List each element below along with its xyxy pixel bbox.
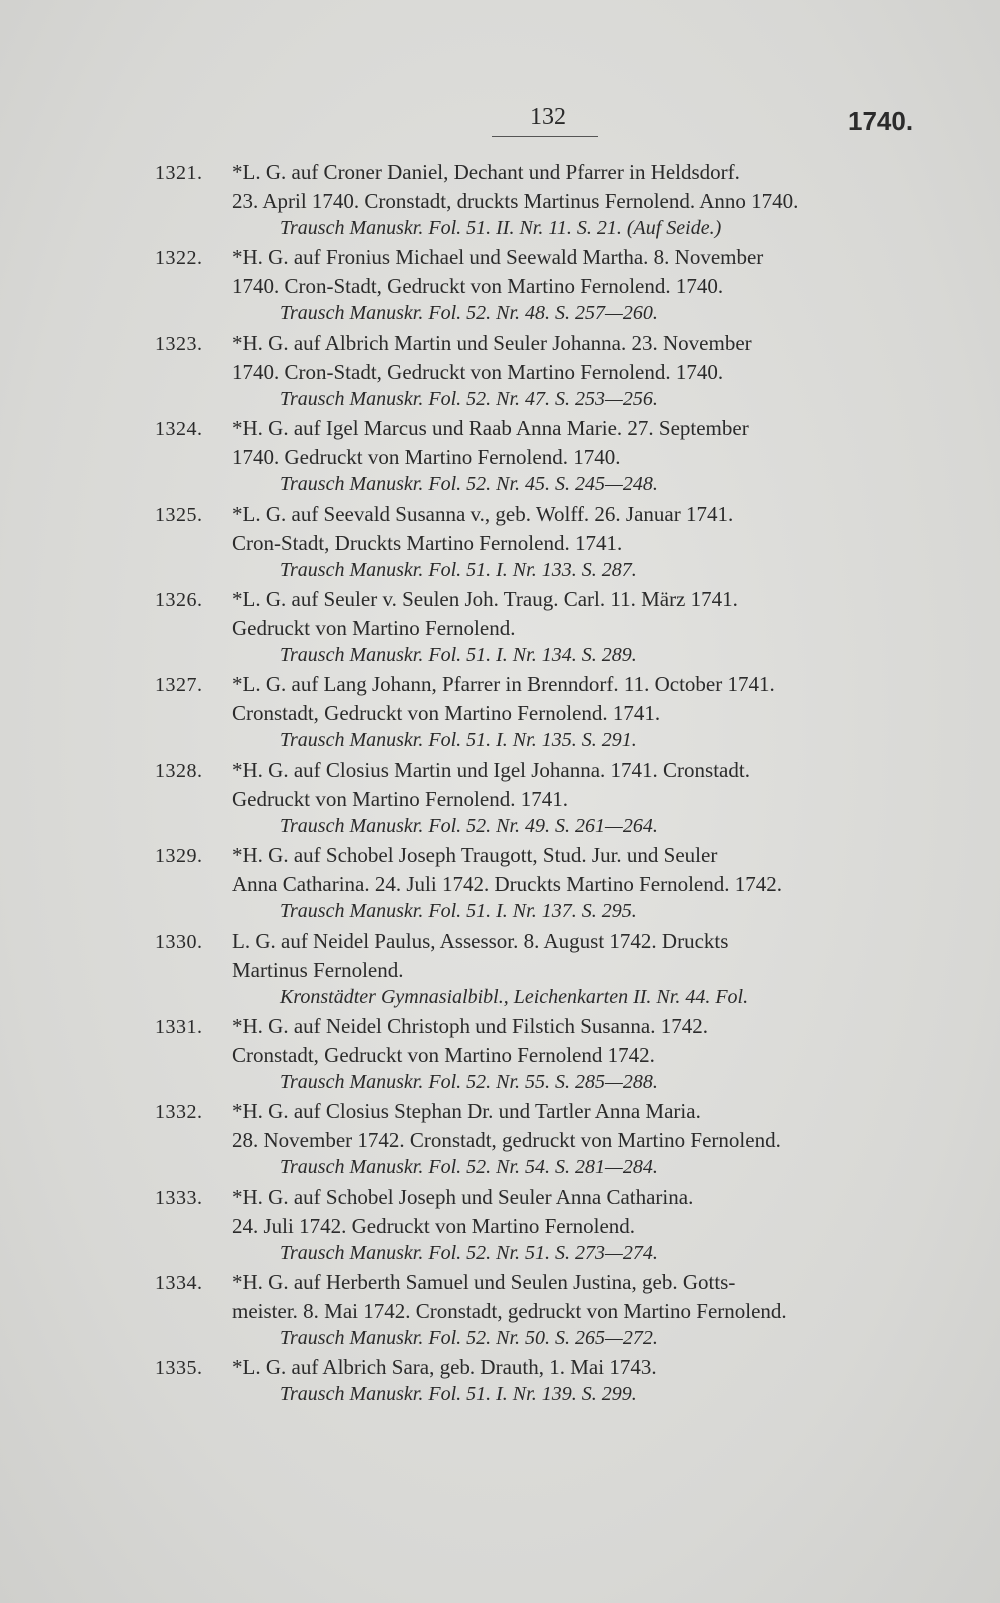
entry-text-line: 23. April 1740. Cronstadt, druckts Martinus Fernolend. Anno 1740. xyxy=(232,189,799,213)
entry-number: 1323. xyxy=(155,332,203,355)
list-item xyxy=(0,158,1000,243)
entry-source: Trausch Manuskr. Fol. 52. Nr. 45. S. 245—248. xyxy=(280,473,658,496)
list-item xyxy=(0,329,1000,414)
entry-text-line: *H. G. auf Closius Stephan Dr. und Tartler Anna Maria. xyxy=(232,1099,701,1124)
entry-text-line: *H. G. auf Closius Martin und Igel Johanna. 1741. Cronstadt. xyxy=(232,757,750,782)
entry-source: Trausch Manuskr. Fol. 52. Nr. 55. S. 285—288. xyxy=(280,1070,658,1093)
header-rule xyxy=(492,136,598,137)
list-item xyxy=(0,1353,1000,1438)
list-item xyxy=(0,756,1000,841)
entry-source: Trausch Manuskr. Fol. 52. Nr. 49. S. 261—264. xyxy=(280,814,658,837)
list-item xyxy=(0,670,1000,755)
entry-number: 1321. xyxy=(155,162,203,184)
entry-text-line: L. G. auf Neidel Paulus, Assessor. 8. August 1742. Druckts xyxy=(232,928,729,953)
entry-number: 1330. xyxy=(155,930,203,953)
entry-number: 1326. xyxy=(155,588,203,611)
entry-number: 1327. xyxy=(155,674,203,697)
entry-source: Trausch Manuskr. Fol. 51. II. Nr. 11. S. 21. (Auf Seide.) xyxy=(280,217,722,239)
entry-text-line: *H. G. auf Albrich Martin und Seuler Johanna. 23. November xyxy=(232,330,752,355)
entry-number: 1332. xyxy=(155,1101,203,1124)
entry-text-line: Gedruckt von Martino Fernolend. xyxy=(232,615,516,640)
list-item xyxy=(0,585,1000,670)
entry-number: 1331. xyxy=(155,1015,203,1038)
entry-text-line: Cronstadt, Gedruckt von Martino Fernolend 1742. xyxy=(232,1042,655,1067)
entry-text-line: *L. G. auf Seevald Susanna v., geb. Wolff. 26. Januar 1741. xyxy=(232,501,734,526)
page-number: 132 xyxy=(530,104,566,130)
entry-source: Trausch Manuskr. Fol. 52. Nr. 54. S. 281—284. xyxy=(280,1156,658,1179)
entry-text-line: *H. G. auf Neidel Christoph und Filstich Susanna. 1742. xyxy=(232,1013,708,1038)
entry-source: Trausch Manuskr. Fol. 51. I. Nr. 134. S. 289. xyxy=(280,643,637,666)
running-year: 1740. xyxy=(848,106,914,136)
entry-text-line: *H. G. auf Schobel Joseph Traugott, Stud. Jur. und Seuler xyxy=(232,843,718,868)
entry-number: 1322. xyxy=(155,247,203,270)
entry-number: 1324. xyxy=(155,418,203,441)
entry-text-line: Gedruckt von Martino Fernolend. 1741. xyxy=(232,786,568,811)
entry-list xyxy=(0,158,1000,1439)
entry-source: Trausch Manuskr. Fol. 51. I. Nr. 133. S. 287. xyxy=(280,558,637,581)
entry-source: Trausch Manuskr. Fol. 52. Nr. 50. S. 265—272. xyxy=(280,1327,658,1350)
entry-number: 1328. xyxy=(155,759,203,782)
entry-text-line: *H. G. auf Fronius Michael und Seewald Martha. 8. November xyxy=(232,245,764,270)
entry-number: 1333. xyxy=(155,1186,203,1209)
list-item xyxy=(0,1183,1000,1268)
list-item xyxy=(0,243,1000,328)
entry-number: 1329. xyxy=(155,845,203,868)
entry-text-line: *H. G. auf Schobel Joseph und Seuler Anna Catharina. xyxy=(232,1184,694,1209)
entry-source: Trausch Manuskr. Fol. 52. Nr. 48. S. 257—260. xyxy=(280,302,658,325)
list-item xyxy=(0,927,1000,1012)
page-header xyxy=(0,104,1000,144)
entry-text-line: *L. G. auf Lang Johann, Pfarrer in Brenndorf. 11. October 1741. xyxy=(232,672,775,697)
entry-text-line: 28. November 1742. Cronstadt, gedruckt von Martino Fernolend. xyxy=(232,1128,781,1153)
list-item xyxy=(0,1012,1000,1097)
entry-text-line: 24. Juli 1742. Gedruckt von Martino Fernolend. xyxy=(232,1213,636,1238)
entry-text-line: 1740. Cron-Stadt, Gedruckt von Martino Fernolend. 1740. xyxy=(232,274,724,299)
entry-number: 1325. xyxy=(155,503,203,526)
entry-source: Trausch Manuskr. Fol. 51. I. Nr. 137. S. 295. xyxy=(280,900,637,923)
entry-source: Trausch Manuskr. Fol. 52. Nr. 51. S. 273—274. xyxy=(280,1241,658,1264)
entry-text-line: *H. G. auf Igel Marcus und Raab Anna Marie. 27. September xyxy=(232,416,749,441)
entry-text-line: 1740. Gedruckt von Martino Fernolend. 1740. xyxy=(232,445,621,470)
entry-text-line: Cron-Stadt, Druckts Martino Fernolend. 1741. xyxy=(232,530,623,555)
entry-number: 1334. xyxy=(155,1272,203,1295)
entry-source: Trausch Manuskr. Fol. 51. I. Nr. 139. S. 299. xyxy=(280,1383,637,1406)
list-item xyxy=(0,1268,1000,1353)
entry-text-line: *L. G. auf Croner Daniel, Dechant und Pfarrer in Heldsdorf. xyxy=(232,160,740,184)
entry-text-line: Martinus Fernolend. xyxy=(232,957,404,982)
entry-text-line: meister. 8. Mai 1742. Cronstadt, gedruckt von Martino Fernolend. xyxy=(232,1299,787,1324)
entry-text-line: *L. G. auf Seuler v. Seulen Joh. Traug. Carl. 11. März 1741. xyxy=(232,586,738,611)
entry-text-line: 1740. Cron-Stadt, Gedruckt von Martino Fernolend. 1740. xyxy=(232,359,724,384)
list-item xyxy=(0,1097,1000,1182)
list-item xyxy=(0,414,1000,499)
entry-source: Kronstädter Gymnasialbibl., Leichenkarten II. Nr. 44. Fol. xyxy=(280,985,749,1008)
entry-text-line: Cronstadt, Gedruckt von Martino Fernolend. 1741. xyxy=(232,701,661,726)
entry-text-line: *H. G. auf Herberth Samuel und Seulen Justina, geb. Gotts- xyxy=(232,1270,736,1295)
list-item xyxy=(0,841,1000,926)
entry-number: 1335. xyxy=(155,1357,203,1380)
entry-source: Trausch Manuskr. Fol. 51. I. Nr. 135. S. 291. xyxy=(280,729,637,752)
list-item xyxy=(0,500,1000,585)
entry-text-line: *L. G. auf Albrich Sara, geb. Drauth, 1. Mai 1743. xyxy=(232,1355,657,1380)
entry-source: Trausch Manuskr. Fol. 52. Nr. 47. S. 253—256. xyxy=(280,387,658,410)
entry-text-line: Anna Catharina. 24. Juli 1742. Druckts Martino Fernolend. 1742. xyxy=(232,872,782,897)
